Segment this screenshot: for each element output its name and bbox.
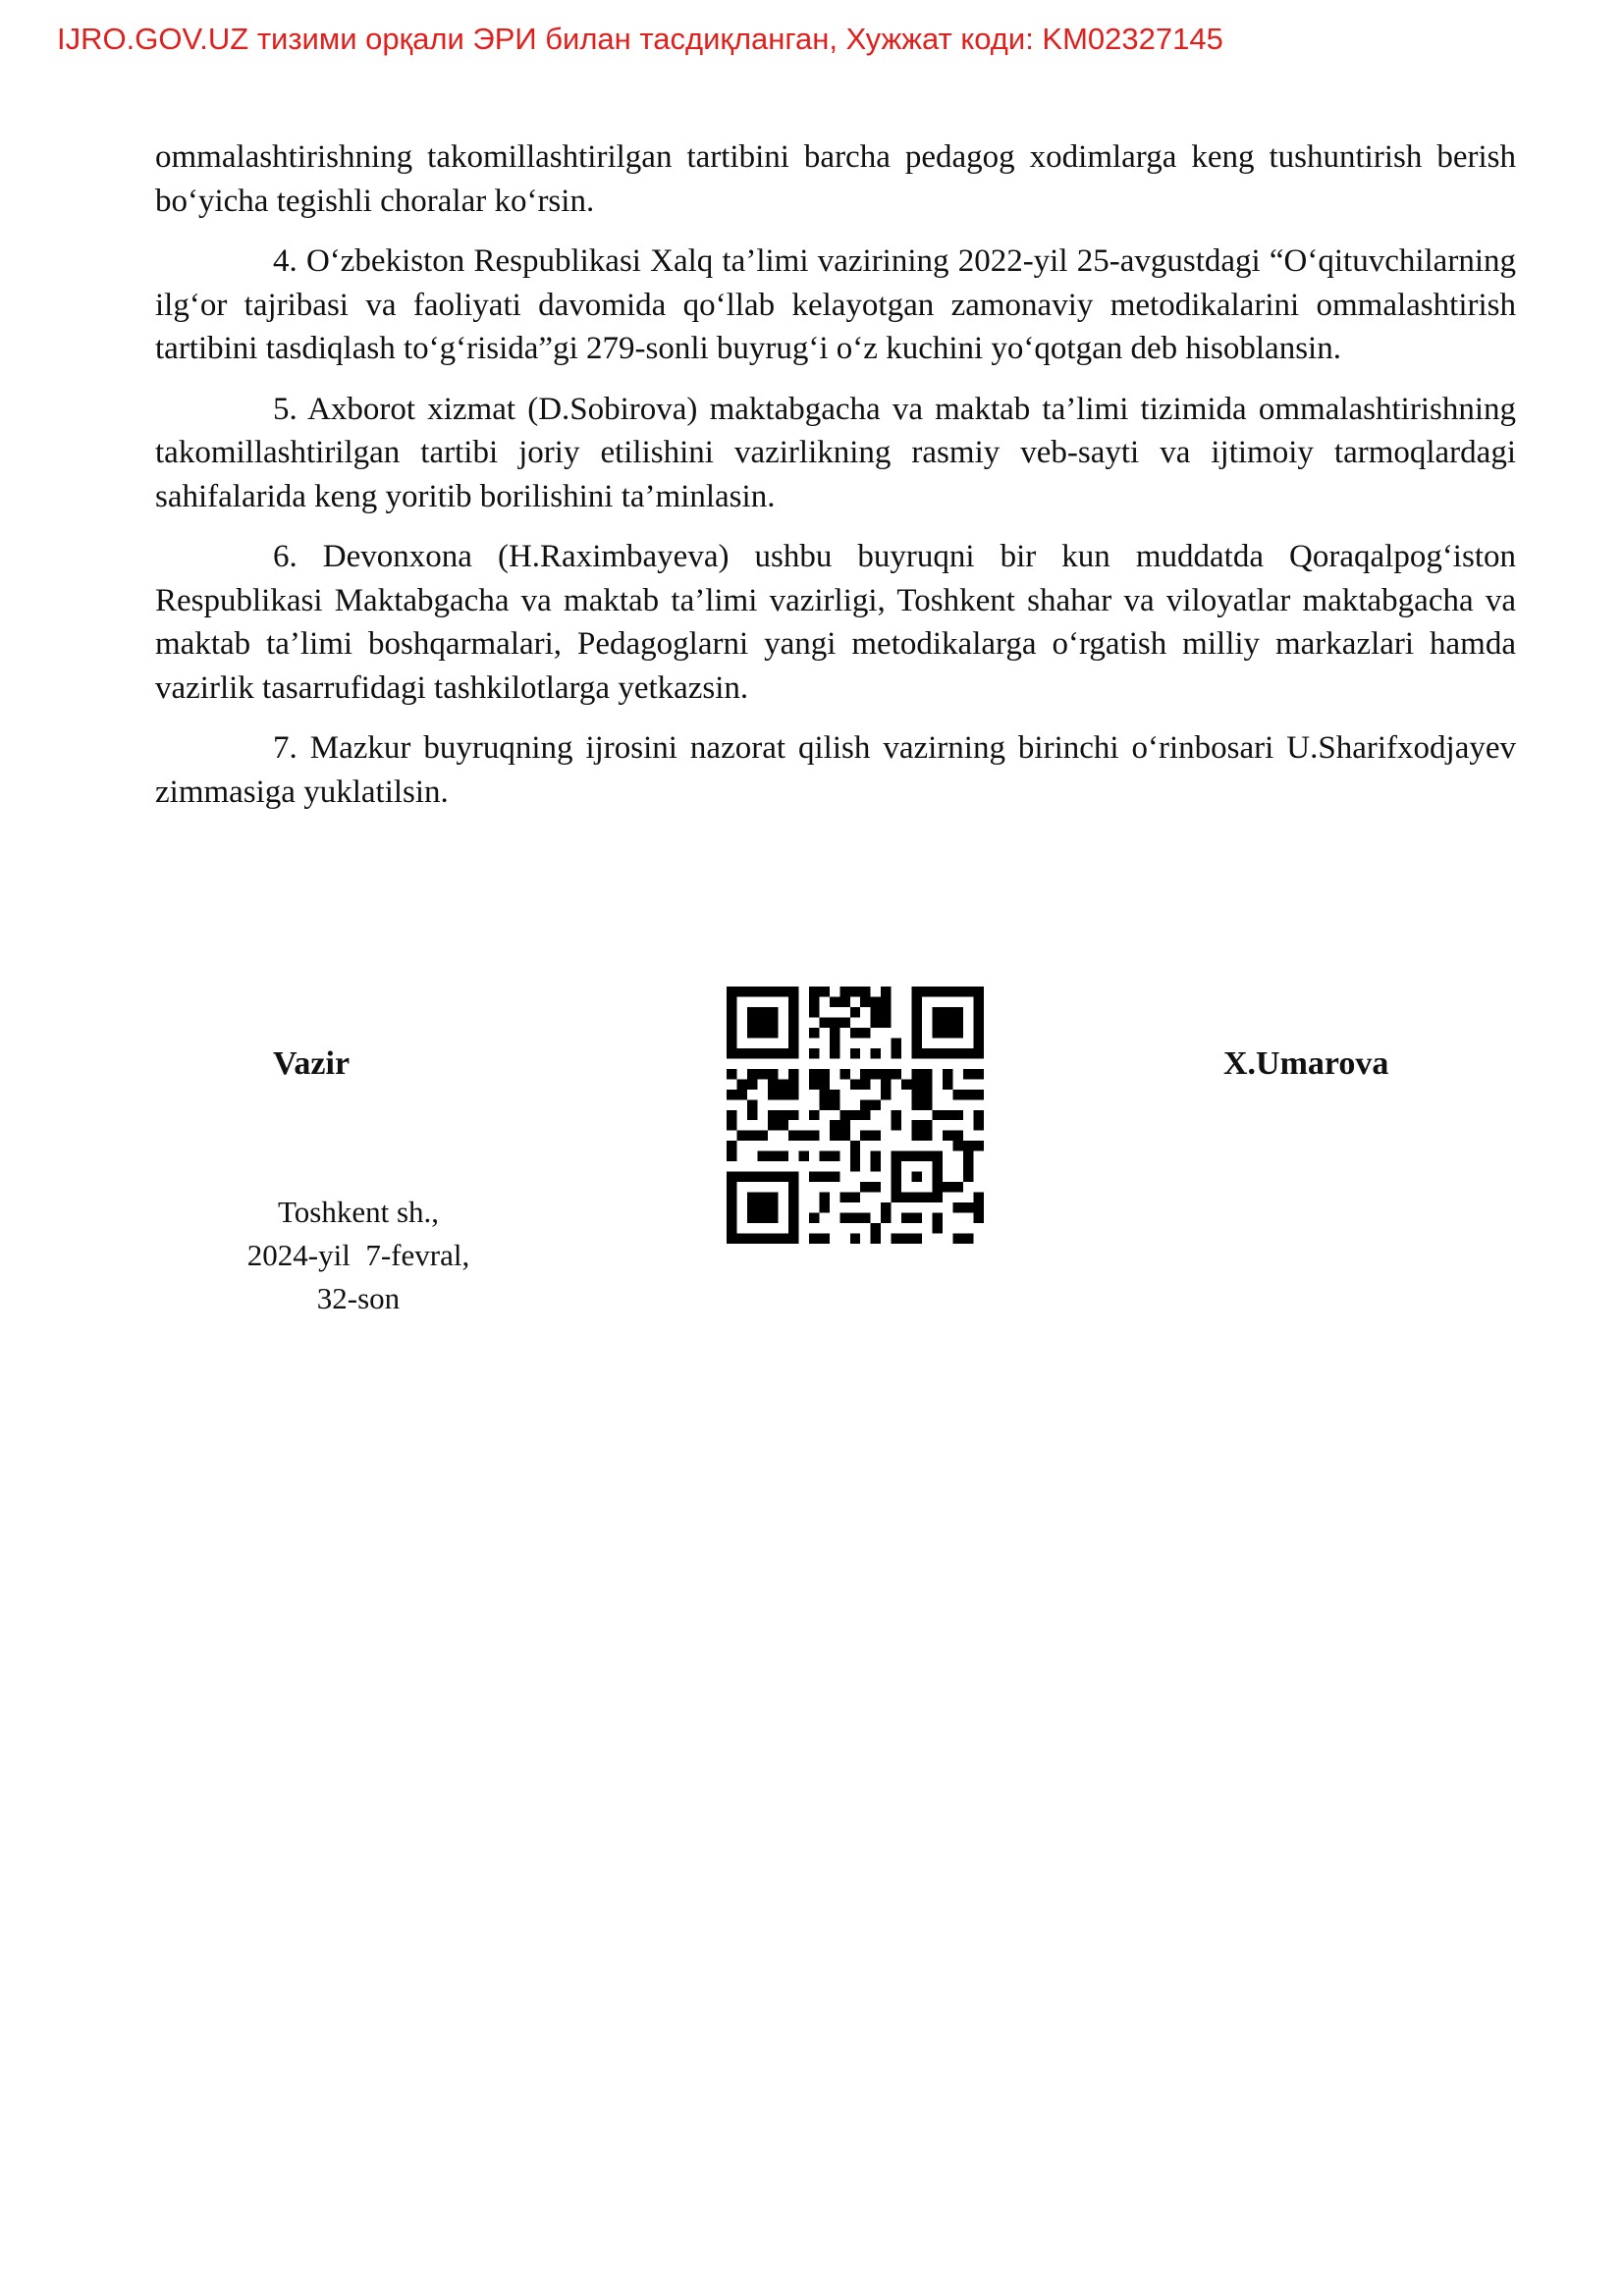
paragraph-item-5: 5. Axborot xizmat (D.Sobirova) maktabgacha va maktab ta’limi tizimida ommalashtirishning takomillashtirilgan tartibi joriy etilishini vazirlikning rasmiy veb-sayti va ijtimoiy tarmoqlardagi sahifalarida keng yoritib borilishini ta’minlasin. <box>155 391 1516 514</box>
place-date-block <box>206 1191 511 1320</box>
issue-city: Toshkent sh., <box>277 1195 440 1229</box>
paragraph-item-4: 4. O‘zbekiston Respublikasi Xalq ta’limi vazirining 2022-yil 25-avgustdagi “O‘qituvchilarning ilg‘or tajribasi va faoliyati davomida qo‘llab kelayotgan zamonaviy metodikalarini ommalashtirish tartibini tasdiqlash to‘g‘risida”gi 279-sonli buyrug‘i o‘z kuchini yo‘qotgan deb hisoblansin. <box>155 243 1516 366</box>
issue-date: 2024-yil 7-fevral, <box>246 1238 470 1272</box>
document-body <box>155 135 1516 830</box>
signatory-title: Vazir <box>273 1045 351 1082</box>
paragraph-continuation: ommalashtirishning takomillashtirilgan tartibini barcha pedagog xodimlarga keng tushuntirish berish bo‘yicha tegishli choralar ko‘rsin. <box>155 139 1516 219</box>
signatory-name: X.Umarova <box>1223 1045 1389 1082</box>
order-number: 32-son <box>316 1281 401 1315</box>
paragraph-item-6: 6. Devonxona (H.Raximbayeva) ushbu buyruqni bir kun muddatda Qoraqalpog‘iston Respublikasi Maktabgacha va maktab ta’limi vazirligi, Toshkent shahar va viloyatlar maktabgacha va maktab ta’limi boshqarmalari, Pedagoglarni yangi metodikalarga o‘rgatish milliy markazlari hamda vazirlik tasarrufidagi tashkilotlarga yetkazsin. <box>155 539 1516 706</box>
paragraph-item-7: 7. Mazkur buyruqning ijrosini nazorat qilish vazirning birinchi o‘rinbosari U.Sharifxodjayev zimmasiga yuklatilsin. <box>155 730 1516 810</box>
qr-code-icon <box>727 987 984 1244</box>
e-signature-stamp: IJRO.GOV.UZ тизими орқали ЭРИ билан тасдиқланган, Хужжат коди: KM02327145 <box>57 22 1223 56</box>
